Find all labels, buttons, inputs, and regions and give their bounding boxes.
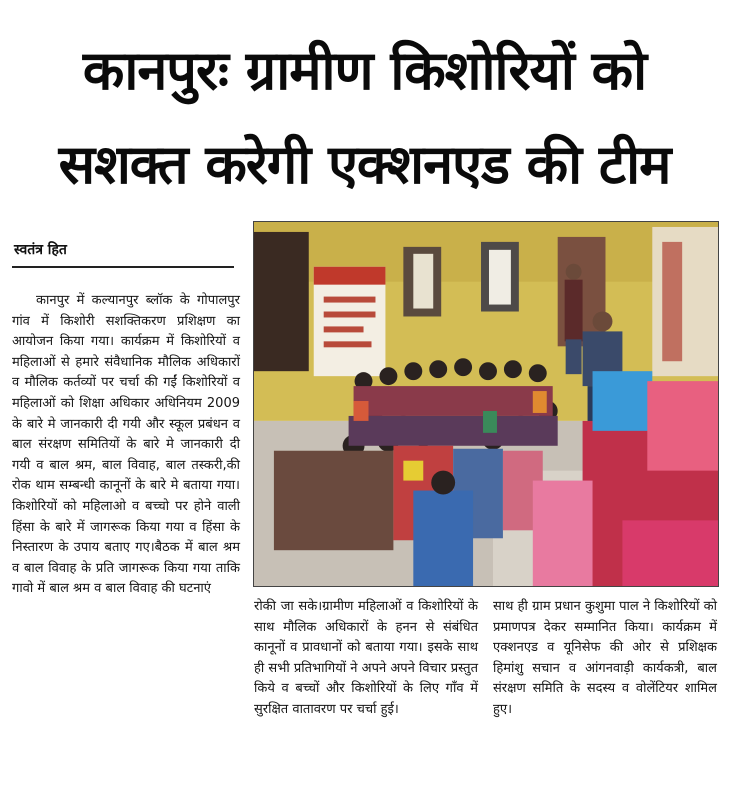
headline-line-2: सशक्त करेगी एक्शनएड की टीम — [58, 133, 671, 196]
article-column-1: कानपुर में कल्यानपुर ब्लॉक के गोपालपुर गांव में किशोरी सशक्तिकरण प्रशिक्षण का आयोजन किया गया। कार्यक्रम में किशोरियों व महिलाओं से हमारे संवैधानिक मौलिक अधिकारों व मौलिक कर्तव्यों पर चर्चा की गईं किशोरियों व महिलाओं को शिक्षा अधिकार अधिनियम 2009 के बारे मे जानकारी दी गयी और स्कूल प्रबंधन व बाल संरक्षण समितियों के बारे मे जानकारी दी गयी व बाल श्रम, बाल विवाह, बाल तस्करी,की रोक थाम सम्बन्धी कानूनों के बारे मे बताया गया। किशोरियों को महिलाओ व बच्चो पर होने वाली हिंसा के बारे में जागरूक किया गया व हिंसा के निस्तारण के उपाय बताए गए।बैठक में बाल श्रम व बाल विवाह के प्रति जागरूक किया गया ताकि गावो में बाल श्रम व बाल विवाह की घटनाएं — [12, 293, 240, 597]
headline-line-1: कानपुरः ग्रामीण किशोरियों को — [82, 39, 647, 102]
byline-divider — [12, 266, 234, 268]
article-column-2: रोकी जा सके।ग्रामीण महिलाओं व किशोरियों के साथ मौलिक अधिकारों के हनन से संबंधित कानूनों व प्रावधानों को बताया गया। इसके साथ ही सभी प्रतिभागियों ने अपने अपने विचार प्रस्तुत किये व बच्चों और किशोरियों के लिए गाँव में सुरक्षित वातावरण पर चर्चा हुई। — [254, 599, 478, 717]
article-column-3: साथ ही ग्राम प्रधान कुशुमा पाल ने किशोरियों को प्रमाणपत्र देकर सम्मानित किया। कार्यक्रम में एक्शनएड व यूनिसेफ की ओर से प्रशिक्षक हिमांशु सचान व आंगनवाड़ी कार्यकत्री, बाल संरक्षण समिति के सदस्य व वोलेंटियर शामिल हुए। — [493, 599, 717, 717]
event-photo — [253, 221, 719, 587]
training-session-photo — [254, 222, 718, 586]
byline: स्वतंत्र हित — [14, 242, 67, 258]
